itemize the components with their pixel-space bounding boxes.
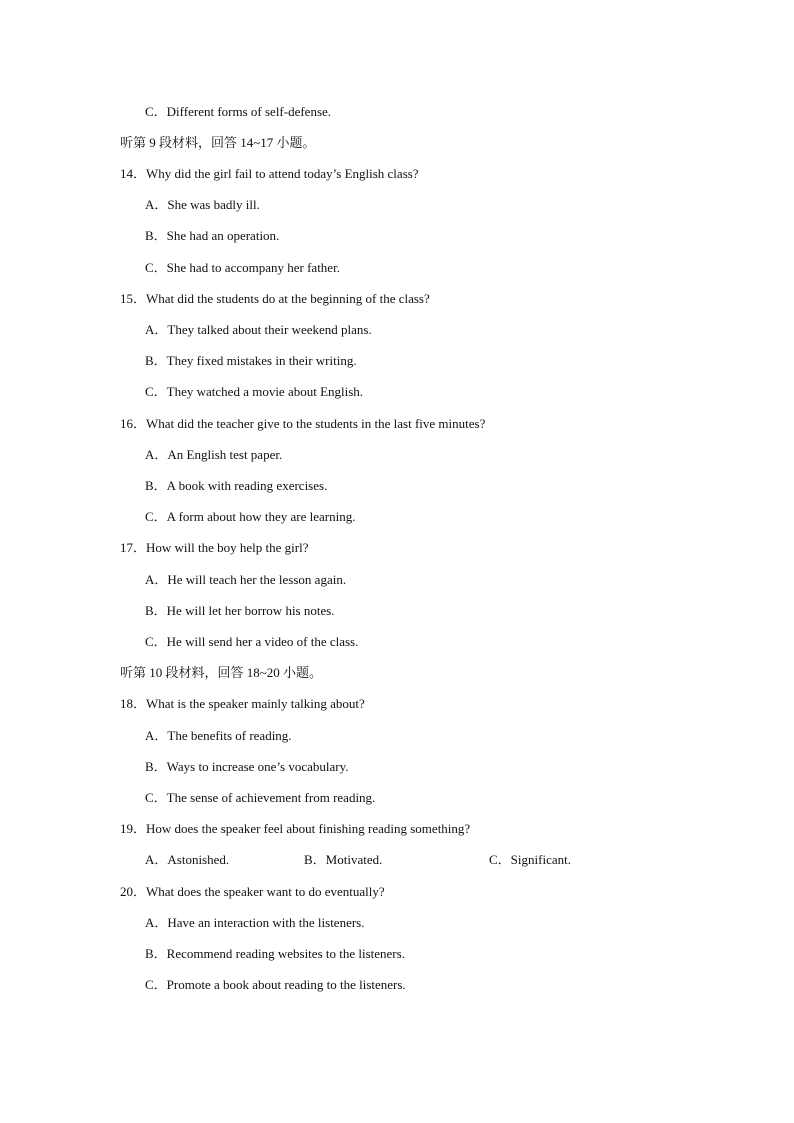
- section-heading-9: 听第 9 段材料，回答 14~17 小题。: [120, 135, 316, 150]
- option-15b: B．They fixed mistakes in their writing.: [145, 353, 357, 368]
- option-17c: C．He will send her a video of the class.: [145, 634, 359, 649]
- question-17: 17．How will the boy help the girl?: [120, 540, 309, 555]
- question-20: 20．What does the speaker want to do eventually?: [120, 884, 385, 899]
- option-19b: B．Motivated.: [304, 852, 383, 867]
- option-14a: A．She was badly ill.: [145, 197, 260, 212]
- option-20a: A．Have an interaction with the listeners.: [145, 915, 365, 930]
- question-14: 14．Why did the girl fail to attend today’s English class?: [120, 166, 419, 181]
- option-15a: A．They talked about their weekend plans.: [145, 322, 372, 337]
- option-16a: A．An English test paper.: [145, 447, 283, 462]
- option-19a: A．Astonished.: [145, 852, 230, 867]
- option-19c: C．Significant.: [489, 852, 571, 867]
- option-20b: B．Recommend reading websites to the listeners.: [145, 946, 405, 961]
- question-18: 18．What is the speaker mainly talking about?: [120, 696, 365, 711]
- question-15: 15．What did the students do at the beginning of the class?: [120, 291, 430, 306]
- option-18c: C．The sense of achievement from reading.: [145, 790, 376, 805]
- option-14b: B．She had an operation.: [145, 228, 280, 243]
- option-16c: C．A form about how they are learning.: [145, 509, 356, 524]
- option-17b: B．He will let her borrow his notes.: [145, 603, 335, 618]
- option-16b: B．A book with reading exercises.: [145, 478, 328, 493]
- option-18a: A．The benefits of reading.: [145, 728, 292, 743]
- option-20c: C．Promote a book about reading to the listeners.: [145, 977, 406, 992]
- option-15c: C．They watched a movie about English.: [145, 384, 364, 399]
- option-14c: C．She had to accompany her father.: [145, 260, 340, 275]
- question-16: 16．What did the teacher give to the students in the last five minutes?: [120, 416, 486, 431]
- option-18b: B．Ways to increase one’s vocabulary.: [145, 759, 349, 774]
- section-heading-10: 听第 10 段材料，回答 18~20 小题。: [120, 665, 323, 680]
- option-13c: C．Different forms of self-defense.: [145, 104, 332, 119]
- option-17a: A．He will teach her the lesson again.: [145, 572, 347, 587]
- question-19: 19．How does the speaker feel about finishing reading something?: [120, 821, 471, 836]
